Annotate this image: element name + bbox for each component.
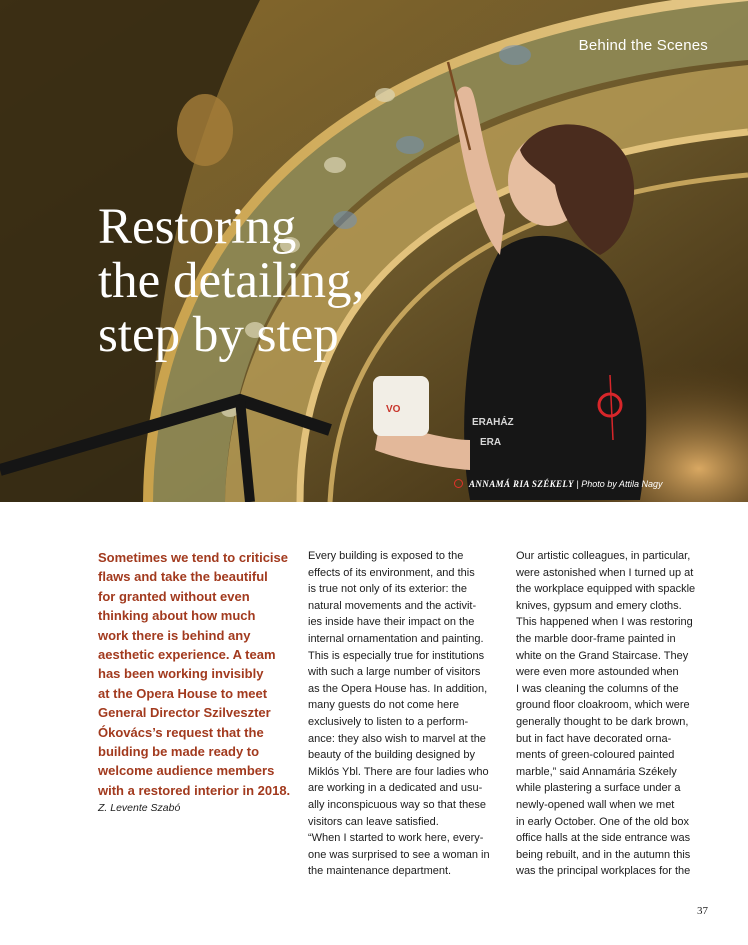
byline: Z. Levente Szabó <box>98 802 181 815</box>
lead-line: work there is behind any <box>98 627 251 643</box>
body-line: are working in a dedicated and usu- <box>308 782 483 795</box>
photo-caption <box>454 479 662 489</box>
body-line: ments of green-coloured painted <box>516 749 675 762</box>
lead-line: has been working invisibly <box>98 666 264 682</box>
lead-paragraph <box>98 548 298 800</box>
body-line: I was cleaning the columns of the <box>516 682 679 695</box>
body-line: many guests do not come here <box>308 699 460 712</box>
body-line: exclusively to listen to a perform- <box>308 715 469 728</box>
body-line: is true not only of its exterior: the <box>308 583 467 596</box>
body-line: “When I started to work here, every- <box>308 832 484 845</box>
body-line: being rebuilt, and in the autumn this <box>516 848 691 861</box>
caption-name: ANNAMÁ RIA SZÉKELY <box>469 479 574 489</box>
lead-line: Ókovács’s request that the <box>98 724 264 740</box>
body-line: ies inside have their impact on the <box>308 616 475 629</box>
body-line: beauty of the building designed by <box>308 749 475 762</box>
lead-line: for granted without even <box>98 588 250 604</box>
section-tag: Behind the Scenes <box>578 37 708 54</box>
lead-line: at the Opera House to meet <box>98 685 268 701</box>
lead-line: with a restored interior in 2018. <box>98 782 291 798</box>
body-line: generally thought to be dark brown, <box>516 715 689 728</box>
body-line: white on the Grand Staircase. They <box>516 649 689 662</box>
caption-credit: | Photo by Attila Nagy <box>573 479 663 489</box>
lead-line: Sometimes we tend to criticise <box>98 550 289 565</box>
body-column-3 <box>516 548 716 880</box>
body-line: were astonished when I turned up at <box>516 566 694 579</box>
lead-line: thinking about how much <box>98 608 256 624</box>
body-line: knives, gypsum and emery cloths. <box>516 599 682 612</box>
body-line: was the principal workplaces for the <box>516 865 691 878</box>
body-line: This happened when I was restoring <box>516 616 693 629</box>
svg-text:VO: VO <box>386 404 401 415</box>
body-line: the maintenance department. <box>308 865 452 878</box>
body-line: ground floor cloakroom, which were <box>516 699 690 712</box>
body-line: with such a large number of visitors <box>308 666 481 679</box>
headline-line: the detailing, <box>98 253 365 309</box>
circle-icon <box>454 479 463 488</box>
paint-cup <box>373 376 429 436</box>
body-line: Miklós Ybl. There are four ladies who <box>308 765 489 778</box>
lead-column <box>98 548 298 814</box>
page-title <box>98 200 364 362</box>
body-line: were even more astounded when <box>516 666 679 679</box>
body-line: while plastering a surface under a <box>516 782 681 795</box>
lead-line: building be made ready to <box>98 744 260 760</box>
body-line: the workplace equipped with spackle <box>516 583 696 596</box>
body-line: Our artistic colleagues, in particular, <box>516 550 691 562</box>
svg-text:ERAHÁZ: ERAHÁZ <box>472 417 514 428</box>
lead-line: welcome audience members <box>98 763 275 779</box>
headline-line: step by step <box>98 307 339 363</box>
lead-line: General Director Szilveszter <box>98 705 271 721</box>
body-line: Every building is exposed to the <box>308 550 464 562</box>
body-line: office halls at the side entrance was <box>516 832 691 845</box>
body-line: marble,” said Annamária Székely <box>516 765 677 778</box>
body-line: one was surprised to see a woman in <box>308 848 490 861</box>
body-line: visitors can leave satisfied. <box>308 815 439 828</box>
body-line: internal ornamentation and painting. <box>308 632 484 645</box>
body-line: as the Opera House has. In addition, <box>308 682 488 695</box>
svg-text:ERA: ERA <box>480 437 502 448</box>
body-line: the marble door-frame painted in <box>516 632 676 645</box>
headline-line: Restoring <box>98 199 297 255</box>
body-line: ally inconspicuous way so that these <box>308 798 486 811</box>
body-line: in early October. One of the old box <box>516 815 690 828</box>
lead-line: flaws and take the beautiful <box>98 569 268 585</box>
body-line: This is especially true for institutions <box>308 649 485 662</box>
page-number: 37 <box>697 905 708 917</box>
body-line: ance: they also wish to marvel at the <box>308 732 486 745</box>
body-line: newly-opened wall when we met <box>516 798 675 811</box>
body-line: natural movements and the activit- <box>308 599 477 612</box>
body-line: but in fact have decorated orna- <box>516 732 672 745</box>
lead-line: aesthetic experience. A team <box>98 647 276 663</box>
body-column-2 <box>308 548 503 880</box>
body-line: effects of its environment, and this <box>308 566 475 579</box>
